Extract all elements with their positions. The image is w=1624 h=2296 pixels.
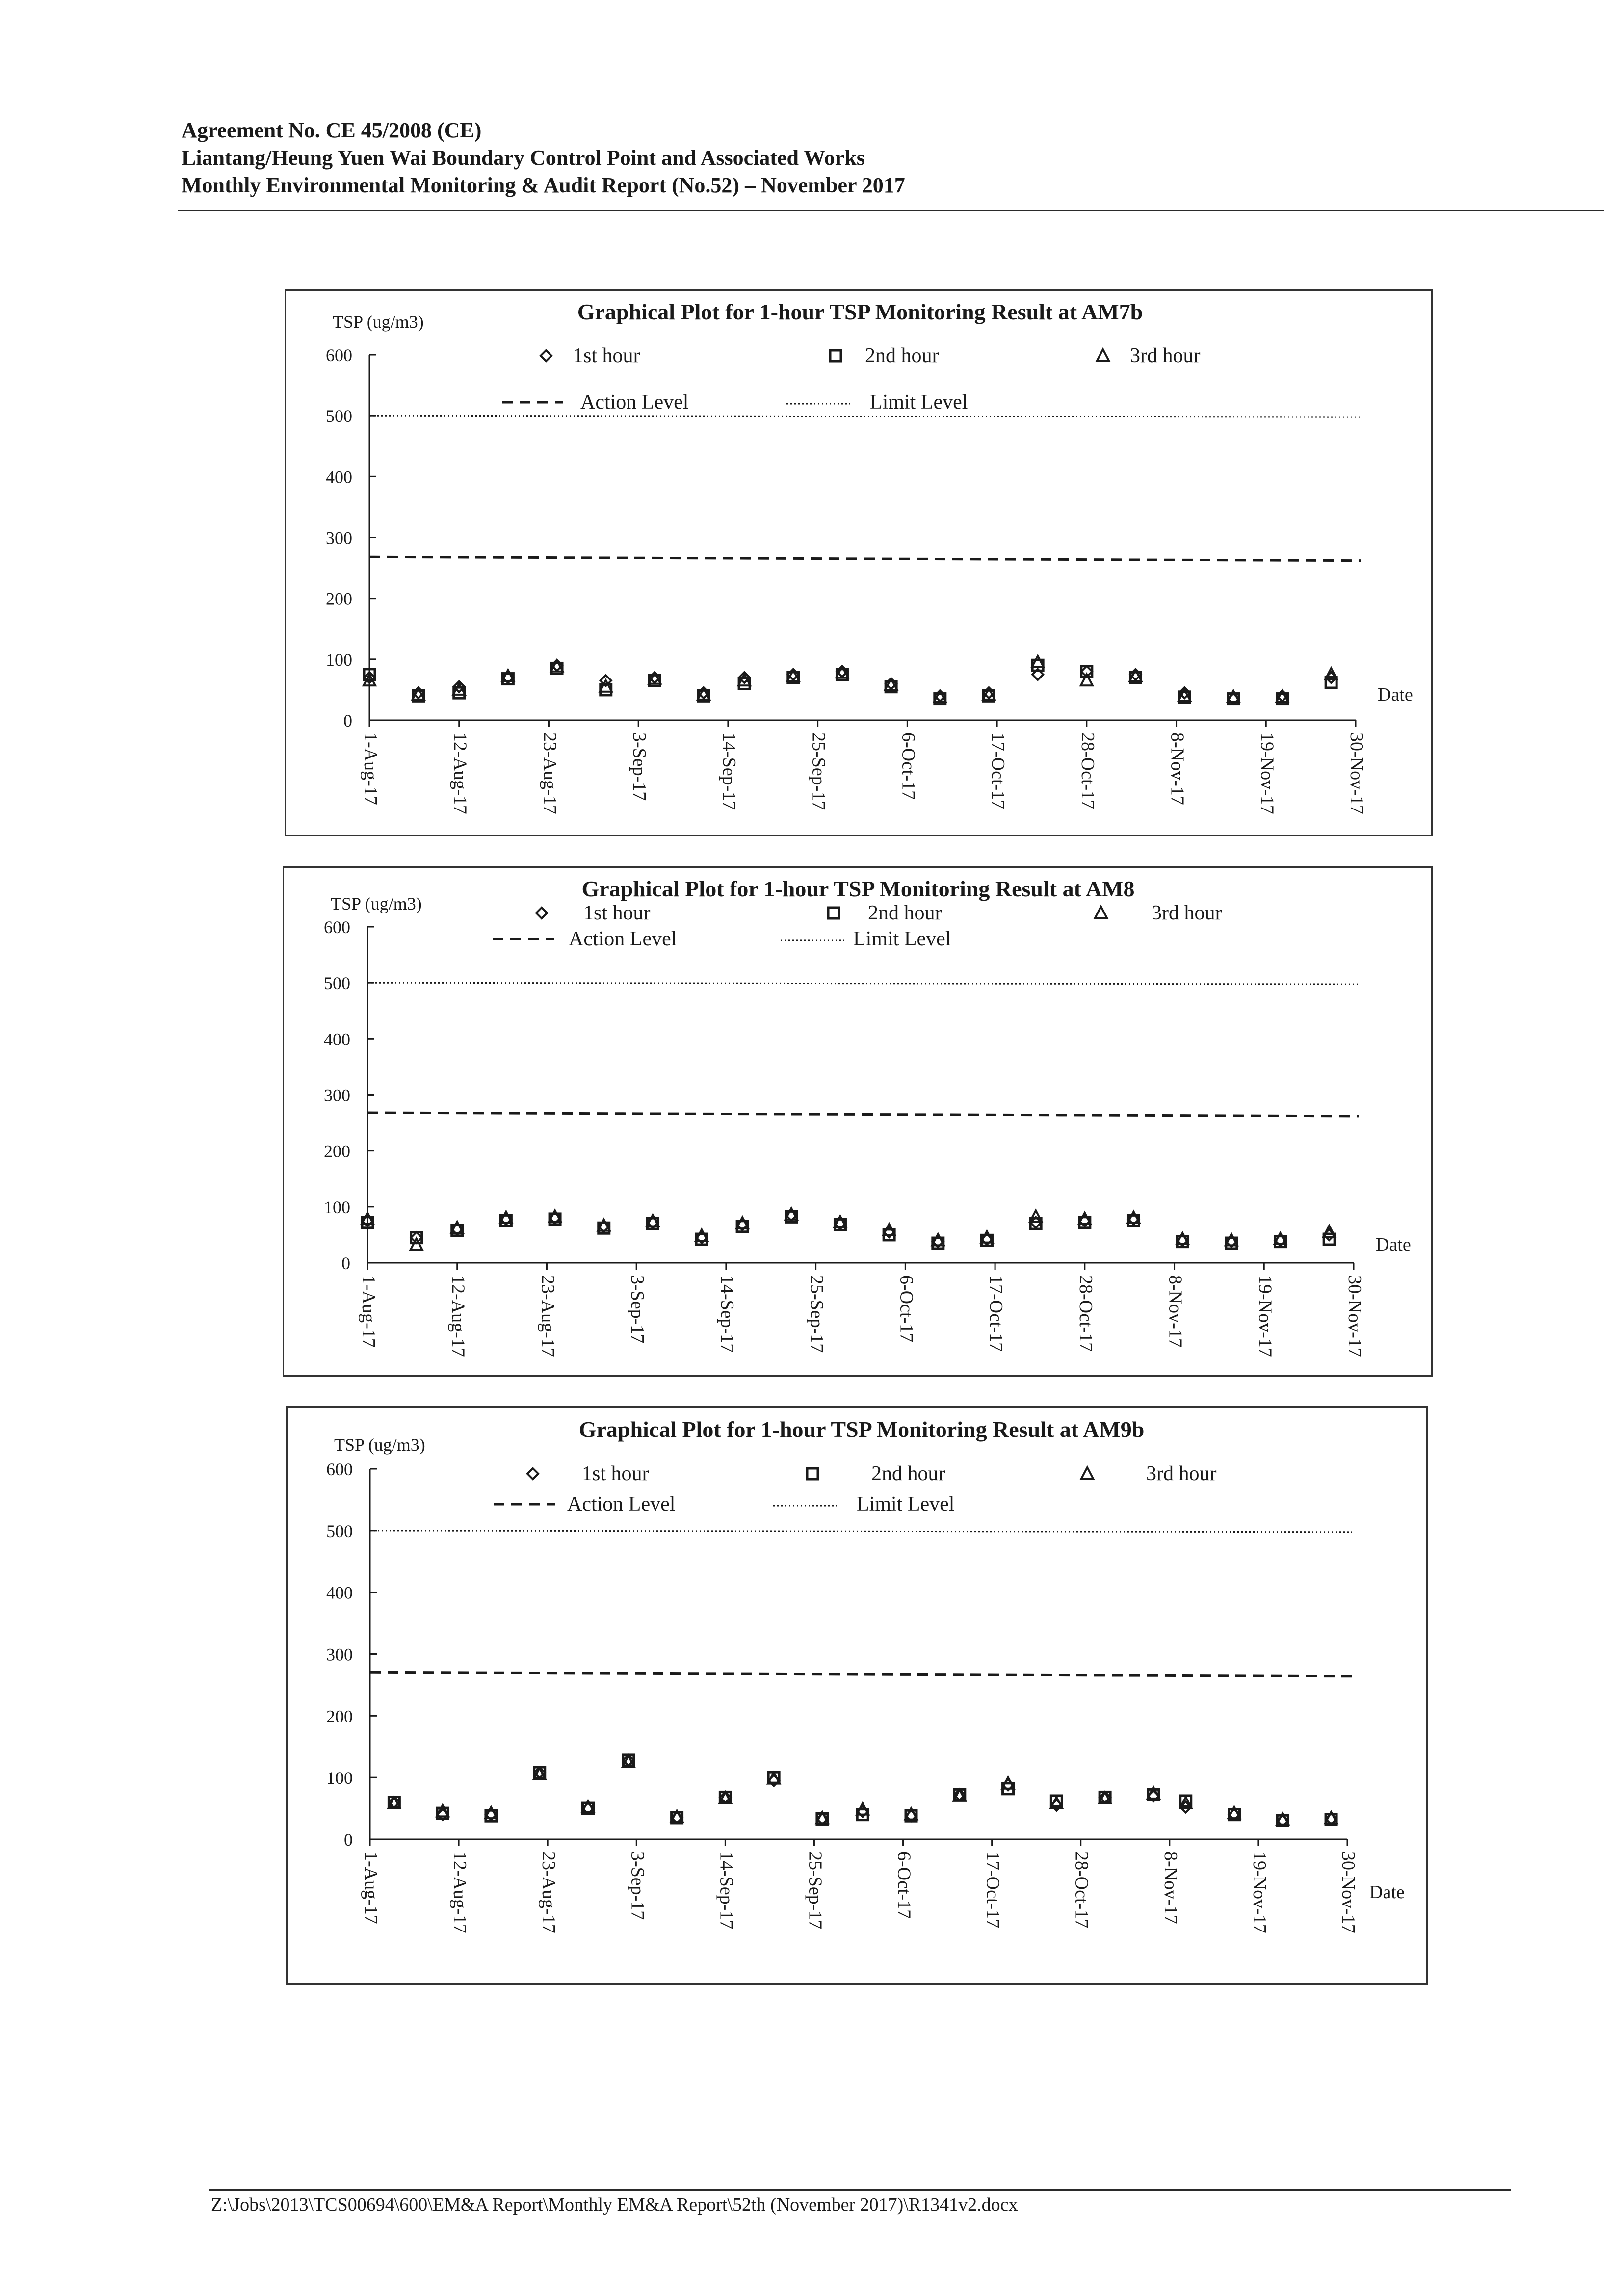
x-tick-label: 23-Aug-17 bbox=[538, 1852, 559, 1933]
x-tick-label: 23-Aug-17 bbox=[539, 732, 560, 814]
chart-am8 bbox=[283, 866, 1433, 1377]
x-tick-label: 6-Oct-17 bbox=[896, 1275, 917, 1343]
x-tick-label: 8-Nov-17 bbox=[1160, 1852, 1181, 1924]
y-tick-label: 100 bbox=[326, 650, 352, 670]
x-tick-label: 14-Sep-17 bbox=[716, 1275, 737, 1353]
header-report-line: Monthly Environmental Monitoring & Audit Report (No.52) – November 2017 bbox=[182, 173, 905, 197]
data-point bbox=[1323, 1226, 1335, 1237]
chart-am7b bbox=[285, 289, 1433, 836]
y-tick-label: 300 bbox=[324, 1085, 350, 1105]
chart-title: Graphical Plot for 1-hour TSP Monitoring Result at AM7b bbox=[577, 299, 1143, 324]
series-3rd-hour bbox=[362, 1208, 1335, 1250]
legend-action-label: Action Level bbox=[567, 1493, 676, 1515]
y-tick-label: 100 bbox=[324, 1197, 350, 1217]
y-tick-label: 0 bbox=[341, 1253, 350, 1273]
x-tick-label: 28-Oct-17 bbox=[1075, 1275, 1096, 1352]
legend-marker bbox=[1095, 907, 1107, 918]
legend-label: 1st hour bbox=[583, 902, 651, 924]
x-tick-label: 3-Sep-17 bbox=[627, 1275, 648, 1344]
x-tick-label: 19-Nov-17 bbox=[1257, 732, 1278, 814]
header-divider bbox=[178, 210, 1604, 211]
legend-limit-label: Limit Level bbox=[857, 1493, 955, 1515]
x-tick-label: 12-Aug-17 bbox=[449, 1852, 471, 1933]
x-tick-label: 1-Aug-17 bbox=[361, 1852, 381, 1924]
x-tick-label: 17-Oct-17 bbox=[986, 1275, 1007, 1352]
x-tick-label: 1-Aug-17 bbox=[360, 732, 381, 805]
legend-marker bbox=[1097, 349, 1109, 361]
x-tick-label: 3-Sep-17 bbox=[627, 1852, 648, 1920]
y-tick-label: 600 bbox=[324, 917, 350, 937]
y-tick-label: 500 bbox=[326, 406, 352, 426]
footer-divider bbox=[209, 2189, 1511, 2191]
x-tick-label: 19-Nov-17 bbox=[1249, 1852, 1270, 1933]
x-tick-label: 17-Oct-17 bbox=[982, 1852, 1003, 1929]
x-tick-label: 25-Sep-17 bbox=[806, 1275, 827, 1353]
chart-am9b bbox=[286, 1406, 1428, 1985]
legend-label: 3rd hour bbox=[1152, 902, 1222, 924]
action-level-line bbox=[367, 1113, 1359, 1116]
action-level-line bbox=[369, 557, 1361, 560]
y-tick-label: 200 bbox=[326, 589, 352, 609]
x-axis-label: Date bbox=[1376, 1234, 1411, 1255]
y-tick-label: 0 bbox=[343, 711, 352, 731]
y-tick-label: 100 bbox=[326, 1768, 353, 1788]
legend-marker bbox=[1081, 1467, 1093, 1479]
y-tick-label: 500 bbox=[324, 973, 350, 993]
series-3rd-hour bbox=[388, 1756, 1337, 1825]
legend-marker bbox=[527, 1468, 538, 1479]
limit-level-line bbox=[370, 1531, 1352, 1532]
legend-action-label: Action Level bbox=[569, 928, 677, 950]
chart-title: Graphical Plot for 1-hour TSP Monitoring Result at AM9b bbox=[578, 1417, 1145, 1442]
limit-level-line bbox=[367, 983, 1359, 984]
x-tick-label: 3-Sep-17 bbox=[629, 732, 650, 801]
report-header bbox=[182, 117, 905, 199]
legend-label: 3rd hour bbox=[1130, 344, 1201, 367]
x-tick-label: 6-Oct-17 bbox=[893, 1852, 915, 1919]
x-tick-label: 25-Sep-17 bbox=[808, 732, 829, 810]
y-tick-label: 200 bbox=[326, 1706, 353, 1726]
x-tick-label: 14-Sep-17 bbox=[716, 1852, 737, 1930]
x-tick-label: 17-Oct-17 bbox=[988, 732, 1009, 809]
y-tick-label: 400 bbox=[326, 1583, 353, 1603]
x-tick-label: 28-Oct-17 bbox=[1071, 1852, 1092, 1929]
legend-label: 2nd hour bbox=[865, 344, 939, 367]
legend-label: 1st hour bbox=[573, 344, 640, 367]
action-level-line bbox=[370, 1672, 1352, 1676]
y-axis-label: TSP (ug/m3) bbox=[333, 312, 424, 332]
data-point bbox=[1032, 656, 1044, 667]
legend-marker bbox=[830, 350, 841, 361]
y-tick-label: 500 bbox=[326, 1521, 353, 1541]
legend-marker bbox=[541, 350, 551, 361]
x-tick-label: 30-Nov-17 bbox=[1346, 732, 1367, 814]
y-tick-label: 200 bbox=[324, 1141, 350, 1161]
legend-label: 1st hour bbox=[582, 1462, 649, 1485]
chart-am7b-svg bbox=[286, 291, 1434, 838]
x-tick-label: 14-Sep-17 bbox=[718, 732, 739, 810]
header-project-line: Liantang/Heung Yuen Wai Boundary Control Point and Associated Works bbox=[182, 146, 865, 170]
legend-marker bbox=[828, 908, 839, 918]
x-tick-label: 8-Nov-17 bbox=[1167, 732, 1188, 805]
legend-limit-label: Limit Level bbox=[853, 928, 951, 950]
legend-label: 2nd hour bbox=[868, 902, 942, 924]
x-tick-label: 28-Oct-17 bbox=[1077, 732, 1098, 809]
chart-am9b-svg bbox=[288, 1408, 1429, 1986]
chart-am8-svg bbox=[284, 868, 1434, 1378]
x-tick-label: 30-Nov-17 bbox=[1338, 1852, 1359, 1933]
x-tick-label: 8-Nov-17 bbox=[1165, 1275, 1186, 1348]
x-tick-label: 25-Sep-17 bbox=[805, 1852, 826, 1930]
x-axis-label: Date bbox=[1378, 684, 1413, 705]
legend-marker bbox=[536, 908, 547, 918]
x-tick-label: 12-Aug-17 bbox=[447, 1275, 469, 1357]
legend-label: 3rd hour bbox=[1146, 1462, 1217, 1485]
y-tick-label: 400 bbox=[324, 1029, 350, 1049]
legend-marker bbox=[807, 1468, 818, 1479]
y-axis-label: TSP (ug/m3) bbox=[331, 894, 422, 913]
chart-title: Graphical Plot for 1-hour TSP Monitoring Result at AM8 bbox=[581, 876, 1135, 901]
footer-file-path: Z:\Jobs\2013\TCS00694\600\EM&A Report\Monthly EM&A Report\52th (November 2017)\R1341v2.docx bbox=[211, 2194, 1018, 2215]
x-axis-label: Date bbox=[1369, 1882, 1405, 1903]
y-tick-label: 600 bbox=[326, 345, 352, 365]
y-tick-label: 300 bbox=[326, 1644, 353, 1665]
legend-limit-label: Limit Level bbox=[870, 391, 968, 414]
y-tick-label: 400 bbox=[326, 467, 352, 487]
x-tick-label: 19-Nov-17 bbox=[1255, 1275, 1276, 1357]
x-tick-label: 6-Oct-17 bbox=[898, 732, 919, 800]
header-agreement-line: Agreement No. CE 45/2008 (CE) bbox=[182, 118, 482, 142]
x-tick-label: 1-Aug-17 bbox=[358, 1275, 379, 1348]
x-tick-label: 12-Aug-17 bbox=[449, 732, 471, 814]
y-tick-label: 300 bbox=[326, 528, 352, 548]
legend-action-label: Action Level bbox=[580, 391, 689, 414]
x-tick-label: 23-Aug-17 bbox=[537, 1275, 558, 1357]
x-tick-label: 30-Nov-17 bbox=[1344, 1275, 1365, 1357]
limit-level-line bbox=[369, 416, 1361, 417]
y-axis-label: TSP (ug/m3) bbox=[334, 1435, 425, 1455]
legend-label: 2nd hour bbox=[871, 1462, 945, 1485]
y-tick-label: 600 bbox=[326, 1460, 353, 1479]
y-tick-label: 0 bbox=[344, 1830, 353, 1850]
